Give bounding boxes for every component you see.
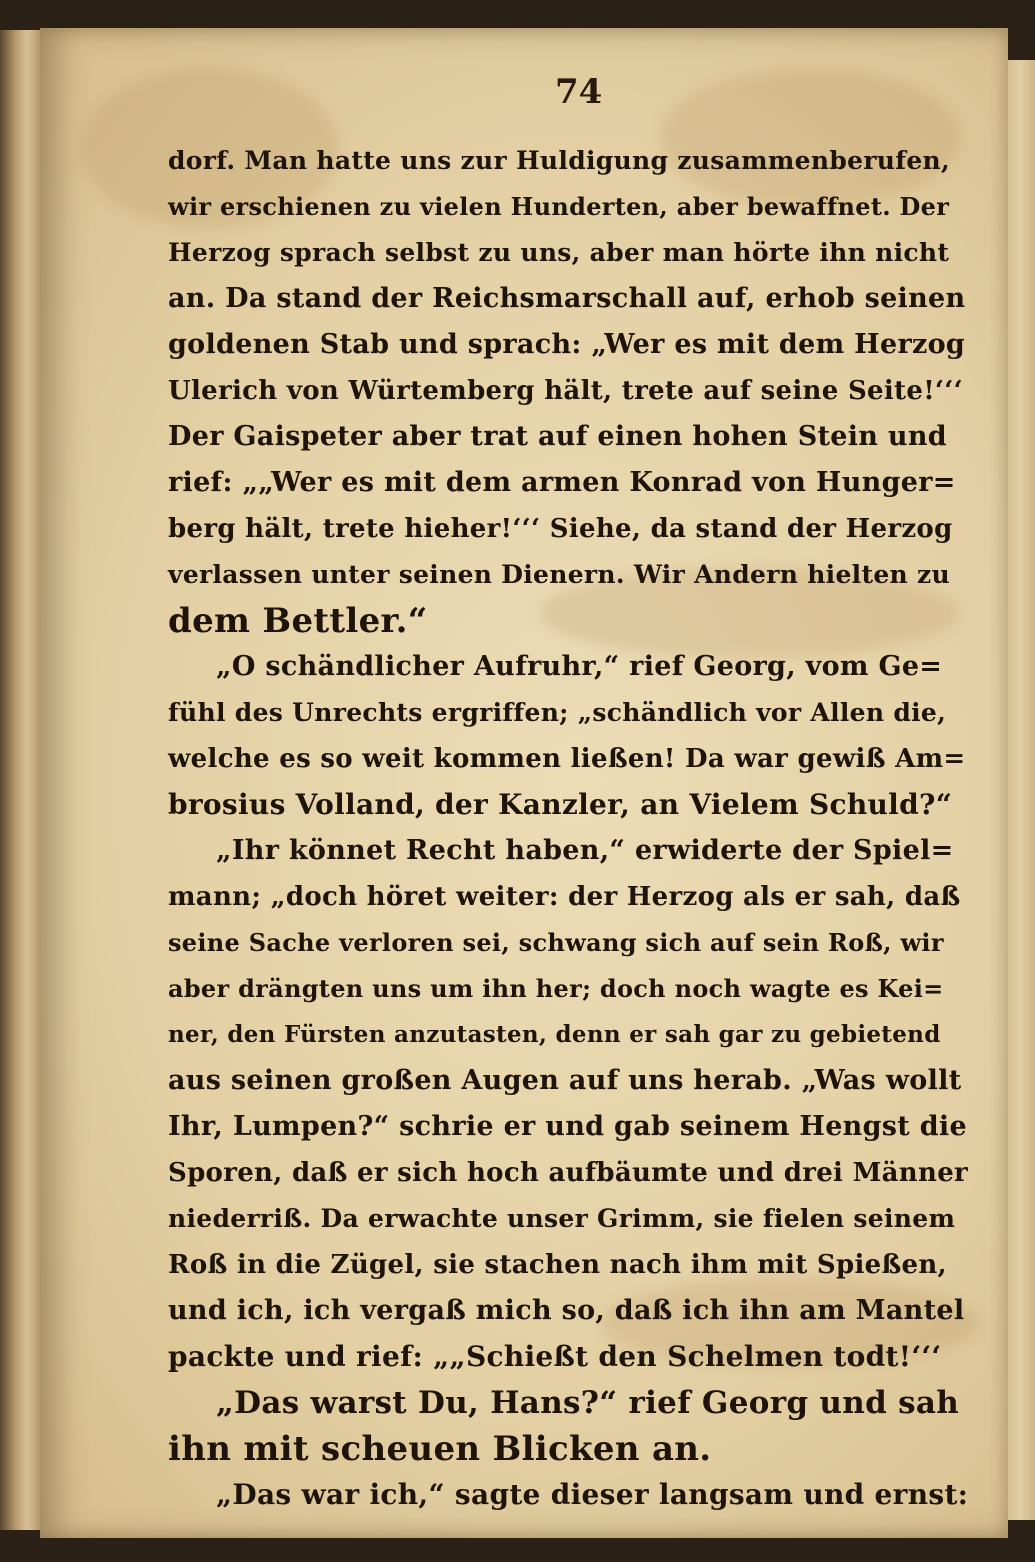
text-line: Herzog sprach selbst zu uns, aber man hörte ihn nicht [168, 238, 950, 267]
text-line: welche es so weit kommen ließen! Da war gewiß Am= [168, 744, 966, 774]
text-line: fühl des Unrechts ergriffen; „schändlich vor Allen die, [168, 698, 947, 727]
right-page-edge [1005, 60, 1035, 1520]
text-line: Der Gaispeter aber trat auf einen hohen Stein und [168, 421, 947, 452]
text-line: ner, den Fürsten anzutasten, denn er sah gar zu gebietend [168, 1021, 941, 1048]
text-line: dorf. Man hatte uns zur Huldigung zusammenberufen, [168, 146, 951, 175]
text-line: rief: „„Wer es mit dem armen Konrad von Hunger= [168, 467, 956, 498]
text-line: aber drängten uns um ihn her; doch noch wagte es Kei= [168, 974, 944, 1003]
left-page-edges [0, 30, 45, 1530]
text-line: Ulerich von Würtemberg hält, trete auf seine Seite!‘‘‘ [168, 376, 963, 406]
text-line: goldenen Stab und sprach: „Wer es mit dem Herzog [168, 329, 966, 360]
text-line: mann; „doch höret weiter: der Herzog als er sah, daß [168, 882, 961, 912]
text-line: berg hält, trete hieher!‘‘‘ Siehe, da stand der Herzog [168, 514, 953, 544]
text-line: seine Sache verloren sei, schwang sich auf sein Roß, wir [168, 928, 944, 957]
text-line: „Ihr könnet Recht haben,“ erwiderte der Spiel= [216, 835, 954, 866]
text-line: verlassen unter seinen Dienern. Wir Andern hielten zu [168, 560, 950, 589]
text-line: wir erschienen zu vielen Hunderten, aber bewaffnet. Der [168, 192, 950, 221]
text-line: „O schändlicher Aufruhr,“ rief Georg, vom Ge= [216, 651, 943, 682]
text-line: packte und rief: „„Schießt den Schelmen todt!‘‘‘ [168, 1340, 942, 1373]
text-line: Sporen, daß er sich hoch aufbäumte und drei Männer [168, 1158, 969, 1188]
text-line: „Das warst Du, Hans?“ rief Georg und sah [216, 1385, 960, 1421]
text-line: aus seinen großen Augen auf uns herab. „Was wollt [168, 1065, 962, 1096]
text-line: und ich, ich vergaß mich so, daß ich ihn am Mantel [168, 1295, 965, 1326]
page-number: 74 [555, 72, 603, 112]
text-line: brosius Volland, der Kanzler, an Vielem Schuld?“ [168, 788, 953, 821]
text-line: dem Bettler.“ [168, 601, 428, 641]
text-line: niederriß. Da erwachte unser Grimm, sie fielen seinem [168, 1204, 956, 1233]
text-line: an. Da stand der Reichsmarschall auf, erhob seinen [168, 283, 966, 314]
text-line: Roß in die Zügel, sie stachen nach ihm mit Spießen, [168, 1250, 947, 1280]
text-line: Ihr, Lumpen?“ schrie er und gab seinem Hengst die [168, 1111, 967, 1142]
body-text [168, 138, 968, 1518]
text-line: ihn mit scheuen Blicken an. [168, 1429, 712, 1469]
text-line: „Das war ich,“ sagte dieser langsam und ernst: [216, 1478, 969, 1511]
